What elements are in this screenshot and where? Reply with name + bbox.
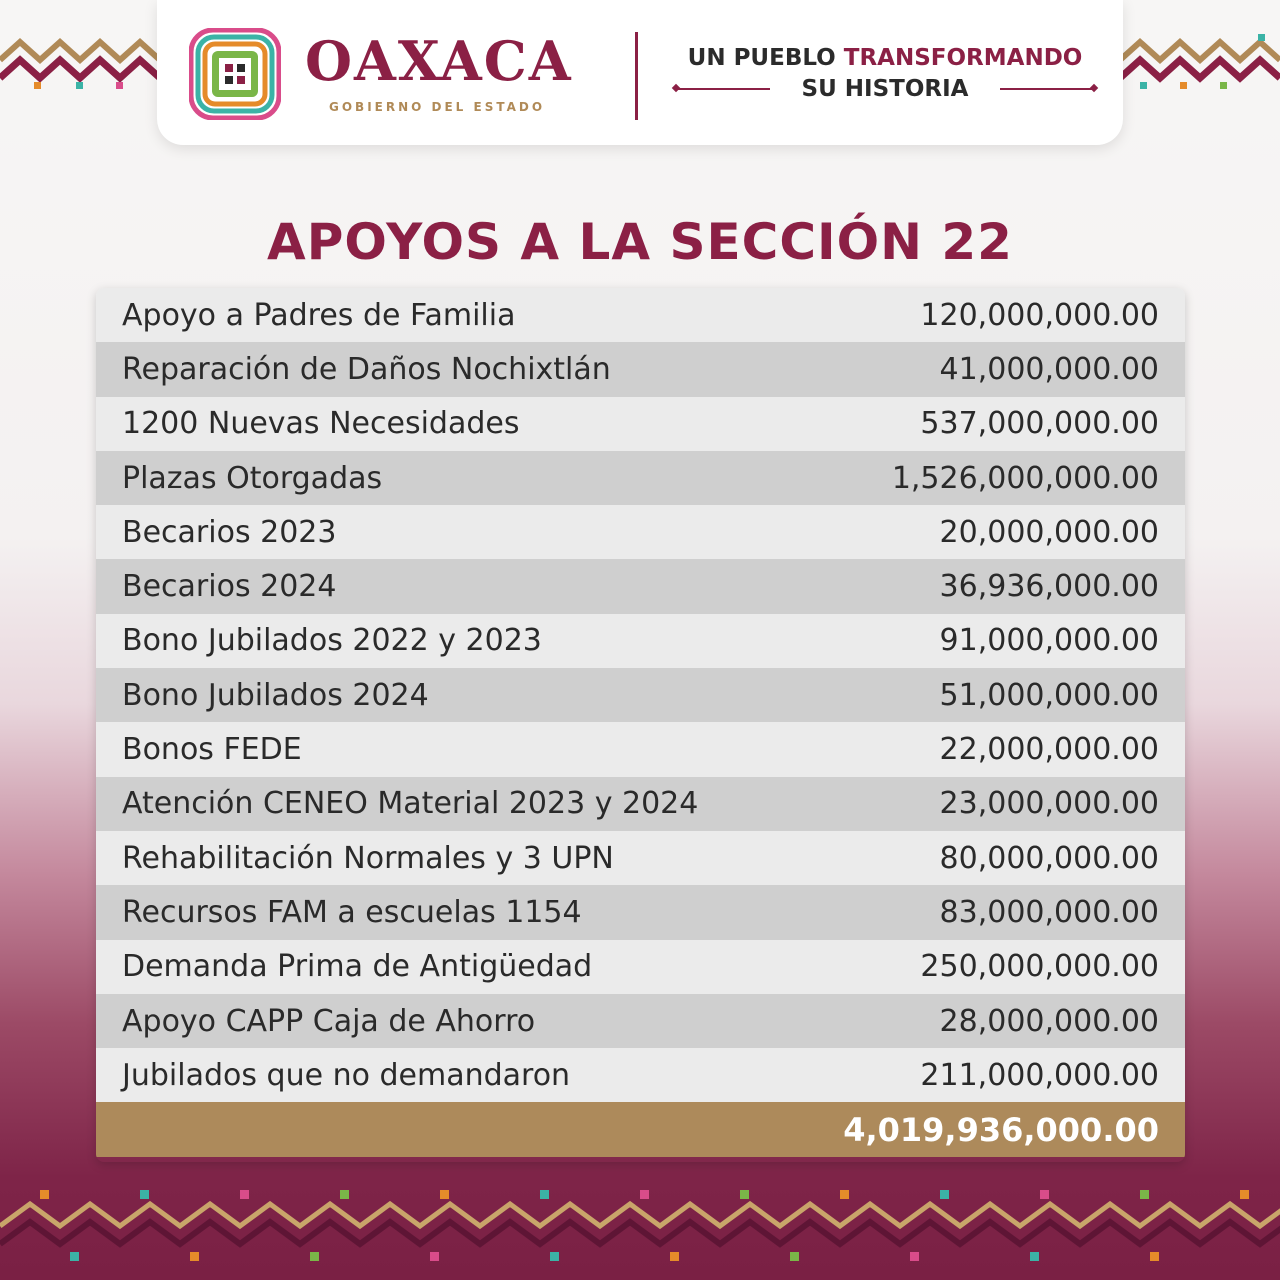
slogan-rule-right (1000, 88, 1095, 90)
total-row (96, 1102, 1185, 1157)
slogan-part-1: UN PUEBLO (687, 45, 836, 71)
row-amount: 28,000,000.00 (939, 1003, 1159, 1039)
row-amount: 23,000,000.00 (939, 786, 1159, 822)
slogan-line-2-wrap (675, 72, 1095, 106)
row-amount: 211,000,000.00 (920, 1057, 1159, 1093)
row-amount: 51,000,000.00 (939, 677, 1159, 713)
table-row (96, 288, 1185, 342)
table-row (96, 1048, 1185, 1102)
zigzag-pattern-bottom (0, 1186, 1280, 1266)
row-amount: 120,000,000.00 (920, 297, 1159, 333)
row-label: Bono Jubilados 2024 (122, 677, 429, 713)
row-label: Demanda Prima de Antigüedad (122, 949, 593, 985)
row-label: Recursos FAM a escuelas 1154 (122, 894, 582, 930)
support-table (96, 288, 1185, 1162)
row-label: Rehabilitación Normales y 3 UPN (122, 840, 614, 876)
page-title: APOYOS A LA SECCIÓN 22 (267, 213, 1013, 271)
slogan-line-2: SU HISTORIA (801, 76, 969, 102)
table-row (96, 885, 1185, 939)
slogan (675, 44, 1095, 106)
table-row (96, 777, 1185, 831)
row-label: Plazas Otorgadas (122, 460, 383, 496)
table-row (96, 451, 1185, 505)
row-label: Atención CENEO Material 2023 y 2024 (122, 786, 699, 822)
row-amount: 22,000,000.00 (939, 732, 1159, 768)
row-amount: 91,000,000.00 (939, 623, 1159, 659)
table-row (96, 342, 1185, 396)
table-row (96, 559, 1185, 613)
row-label: Becarios 2023 (122, 514, 337, 550)
row-label: 1200 Nuevas Necesidades (122, 406, 520, 442)
slogan-line-1 (675, 44, 1095, 72)
row-amount: 41,000,000.00 (939, 351, 1159, 387)
oaxaca-emblem-icon (189, 28, 281, 120)
table-row (96, 940, 1185, 994)
row-label: Jubilados que no demandaron (122, 1057, 571, 1093)
slogan-part-2: TRANSFORMANDO (843, 45, 1083, 71)
row-amount: 36,936,000.00 (939, 569, 1159, 605)
table-row (96, 994, 1185, 1048)
row-amount: 1,526,000,000.00 (891, 460, 1159, 496)
row-label: Becarios 2024 (122, 569, 337, 605)
table-row (96, 397, 1185, 451)
table-row (96, 505, 1185, 559)
table-row (96, 722, 1185, 776)
zigzag-pattern-top-right (1120, 30, 1280, 90)
slogan-rule-left (675, 88, 770, 90)
brand-name: OAXACA (305, 29, 573, 93)
table-row (96, 831, 1185, 885)
row-label: Bonos FEDE (122, 732, 302, 768)
total-amount: 4,019,936,000.00 (843, 1110, 1159, 1149)
brand-subtitle: GOBIERNO DEL ESTADO (329, 100, 546, 114)
row-amount: 83,000,000.00 (939, 894, 1159, 930)
row-amount: 20,000,000.00 (939, 514, 1159, 550)
table-row (96, 668, 1185, 722)
row-amount: 80,000,000.00 (939, 840, 1159, 876)
row-label: Apoyo a Padres de Familia (122, 297, 516, 333)
row-label: Reparación de Daños Nochixtlán (122, 351, 611, 387)
zigzag-pattern-top-left (0, 30, 160, 90)
header-divider (635, 32, 638, 120)
row-amount: 250,000,000.00 (920, 949, 1159, 985)
header-card (157, 0, 1123, 145)
row-amount: 537,000,000.00 (920, 406, 1159, 442)
row-label: Bono Jubilados 2022 y 2023 (122, 623, 542, 659)
table-row (96, 614, 1185, 668)
row-label: Apoyo CAPP Caja de Ahorro (122, 1003, 536, 1039)
